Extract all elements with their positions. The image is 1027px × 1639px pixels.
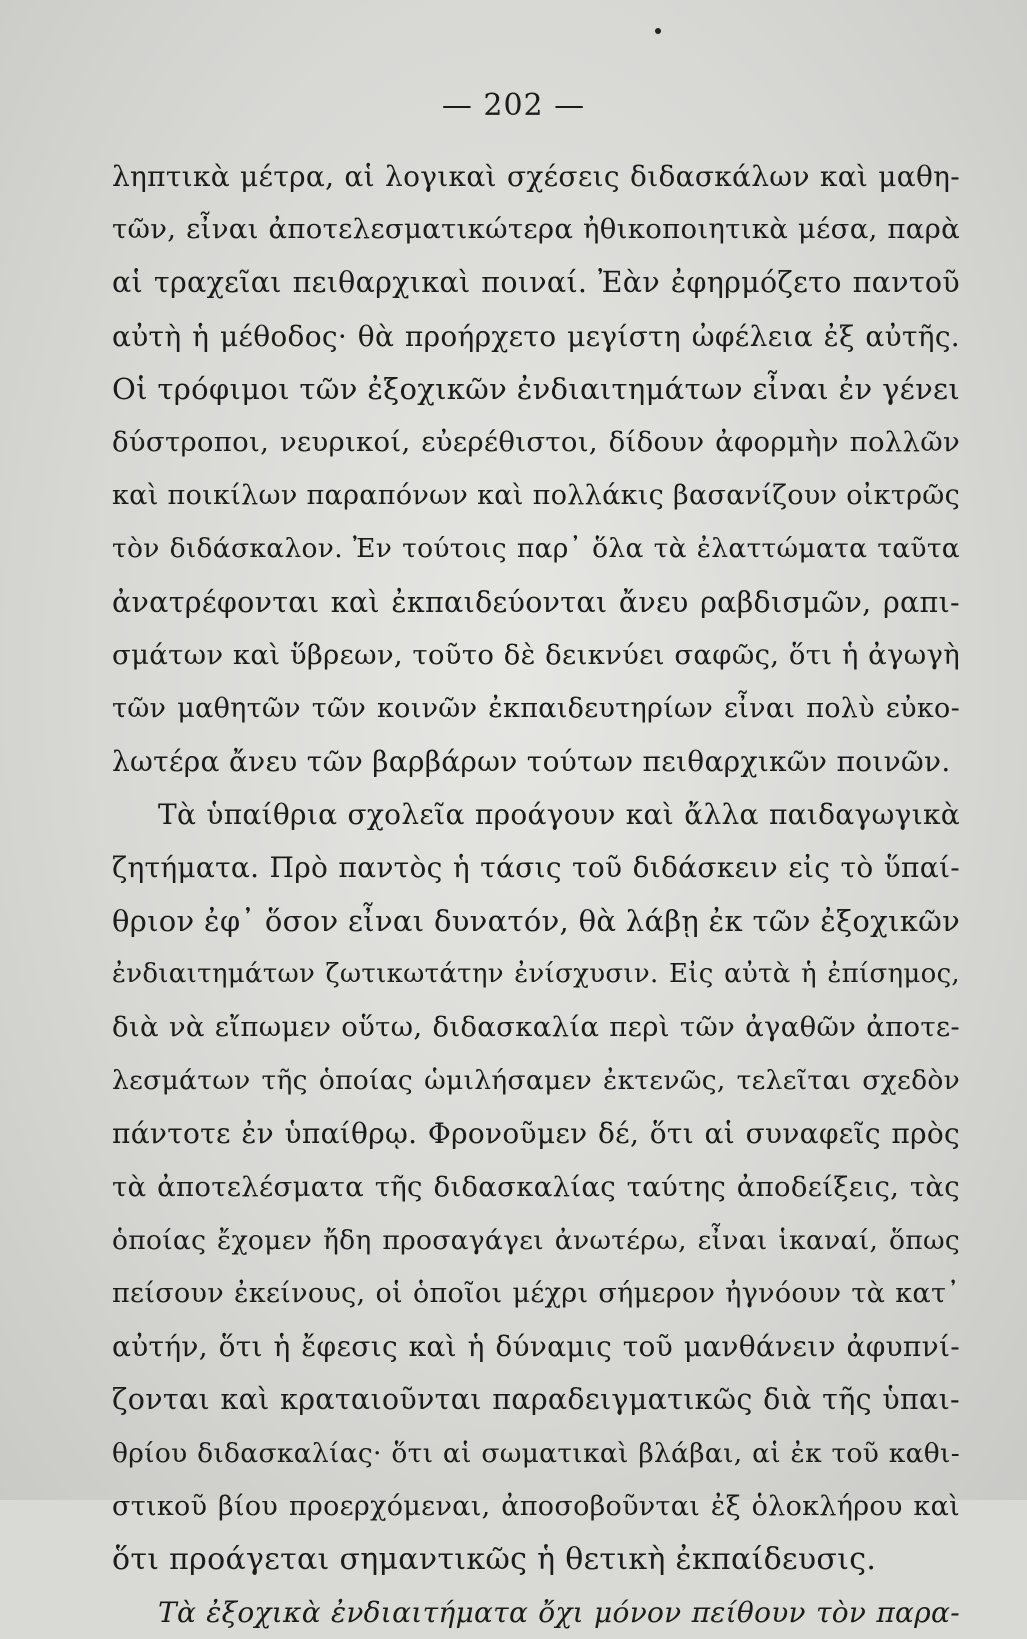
text-line: αὐτήν, ὅτι ἡ ἔφεσις καὶ ἡ δύναμις τοῦ μανθάνειν ἀφυπνί- [112, 1330, 960, 1364]
text-line: δύστροποι, νευρικοί, εὐερέθιστοι, δίδουν ἀφορμὴν πολλῶν [112, 425, 960, 458]
text-line: ληπτικὰ μέτρα, αἱ λογικαὶ σχέσεις διδασκάλων καὶ μαθη- [112, 160, 960, 193]
text-line: λεσμάτων τῆς ὁποίας ὡμιλήσαμεν ἐκτενῶς, τελεῖται σχεδὸν [112, 1065, 960, 1097]
text-line: σμάτων καὶ ὕβρεων, τοῦτο δὲ δεικνύει σαφῶς, ὅτι ἡ ἀγωγὴ [112, 638, 960, 671]
text-line: θρίου διδασκαλίας· ὅτι αἱ σωματικαὶ βλάβαι, αἱ ἐκ τοῦ καθι- [112, 1437, 960, 1469]
text-line: στικοῦ βίου προερχόμεναι, ἀποσοβοῦνται ἐξ ὁλοκλήρου καὶ [112, 1490, 960, 1522]
ink-speck [655, 28, 661, 34]
text-line: αὐτὴ ἡ μέθοδος· θὰ προήρχετο μεγίστη ὠφέλεια ἐξ αὐτῆς. [112, 319, 960, 353]
text-line: Οἱ τρόφιμοι τῶν ἐξοχικῶν ἐνδιαιτημάτων εἶναι ἐν γένει [112, 371, 960, 406]
text-line: πάντοτε ἐν ὑπαίθρῳ. Φρονοῦμεν δέ, ὅτι αἱ συναφεῖς πρὸς [112, 1117, 960, 1151]
text-line: Τὰ ἐξοχικὰ ἐνδιαιτήματα ὄχι μόνον πείθουν τὸν παρα- [158, 1596, 960, 1630]
text-line: ζητήματα. Πρὸ παντὸς ἡ τάσις τοῦ διδάσκειν εἰς τὸ ὕπαί- [112, 851, 960, 885]
text-line: τὸν διδάσκαλον. Ἐν τούτοις παρ᾽ ὅλα τὰ ἐλαττώματα ταῦτα [112, 533, 960, 565]
text-line: τὰ ἀποτελέσματα τῆς διδασκαλίας ταύτης ἀποδείξεις, τὰς [112, 1170, 960, 1203]
text-line: τῶν, εἶναι ἀποτελεσματικώτερα ἠθικοποιητικὰ μέσα, παρὰ [112, 213, 960, 246]
text-line: ὁποίας ἔχομεν ἤδη προσαγάγει ἀνωτέρω, εἶναι ἱκαναί, ὅπως [112, 1224, 960, 1256]
text-line: Τὰ ὑπαίθρια σχολεῖα προάγουν καὶ ἄλλα παιδαγωγικὰ [158, 798, 960, 832]
text-line: αἱ τραχεῖαι πειθαρχικαὶ ποιναί. Ἐὰν ἐφηρμόζετο παντοῦ [112, 266, 960, 300]
page-number: — 202 — [441, 88, 586, 123]
text-line: καὶ ποικίλων παραπόνων καὶ πολλάκις βασανίζουν οἰκτρῶς [112, 480, 960, 512]
text-line: πείσουν ἐκείνους, οἱ ὁποῖοι μέχρι σήμερον ἠγνόουν τὰ κατ᾽ [112, 1277, 960, 1309]
text-line: λωτέρα ἄνευ τῶν βαρβάρων τούτων πειθαρχικῶν ποινῶν. [112, 745, 951, 779]
text-line: ζονται καὶ κραταιοῦνται παραδειγματικῶς διὰ τῆς ὑπαι- [112, 1383, 960, 1417]
text-line: ἐνδιαιτημάτων ζωτικωτάτην ἐνίσχυσιν. Εἰς αὐτὰ ἡ ἐπίσημος, [112, 958, 960, 989]
text-line: ἀνατρέφονται καὶ ἐκπαιδεύονται ἄνευ ραβδισμῶν, ραπι- [112, 585, 960, 619]
text-line: θριον ἐφ᾽ ὅσον εἶναι δυνατόν, θὰ λάβῃ ἐκ τῶν ἐξοχικῶν [112, 903, 960, 938]
text-line: τῶν μαθητῶν τῶν κοινῶν ἐκπαιδευτηρίων εἶναι πολὺ εὐκο- [112, 692, 960, 724]
body-text [112, 150, 960, 1639]
text-line: ὅτι προάγεται σημαντικῶς ἡ θετικὴ ἐκπαίδευσις. [112, 1541, 877, 1577]
text-line: διὰ νὰ εἴπωμεν οὕτω, διδασκαλία περὶ τῶν ἀγαθῶν ἀποτε- [112, 1011, 960, 1043]
